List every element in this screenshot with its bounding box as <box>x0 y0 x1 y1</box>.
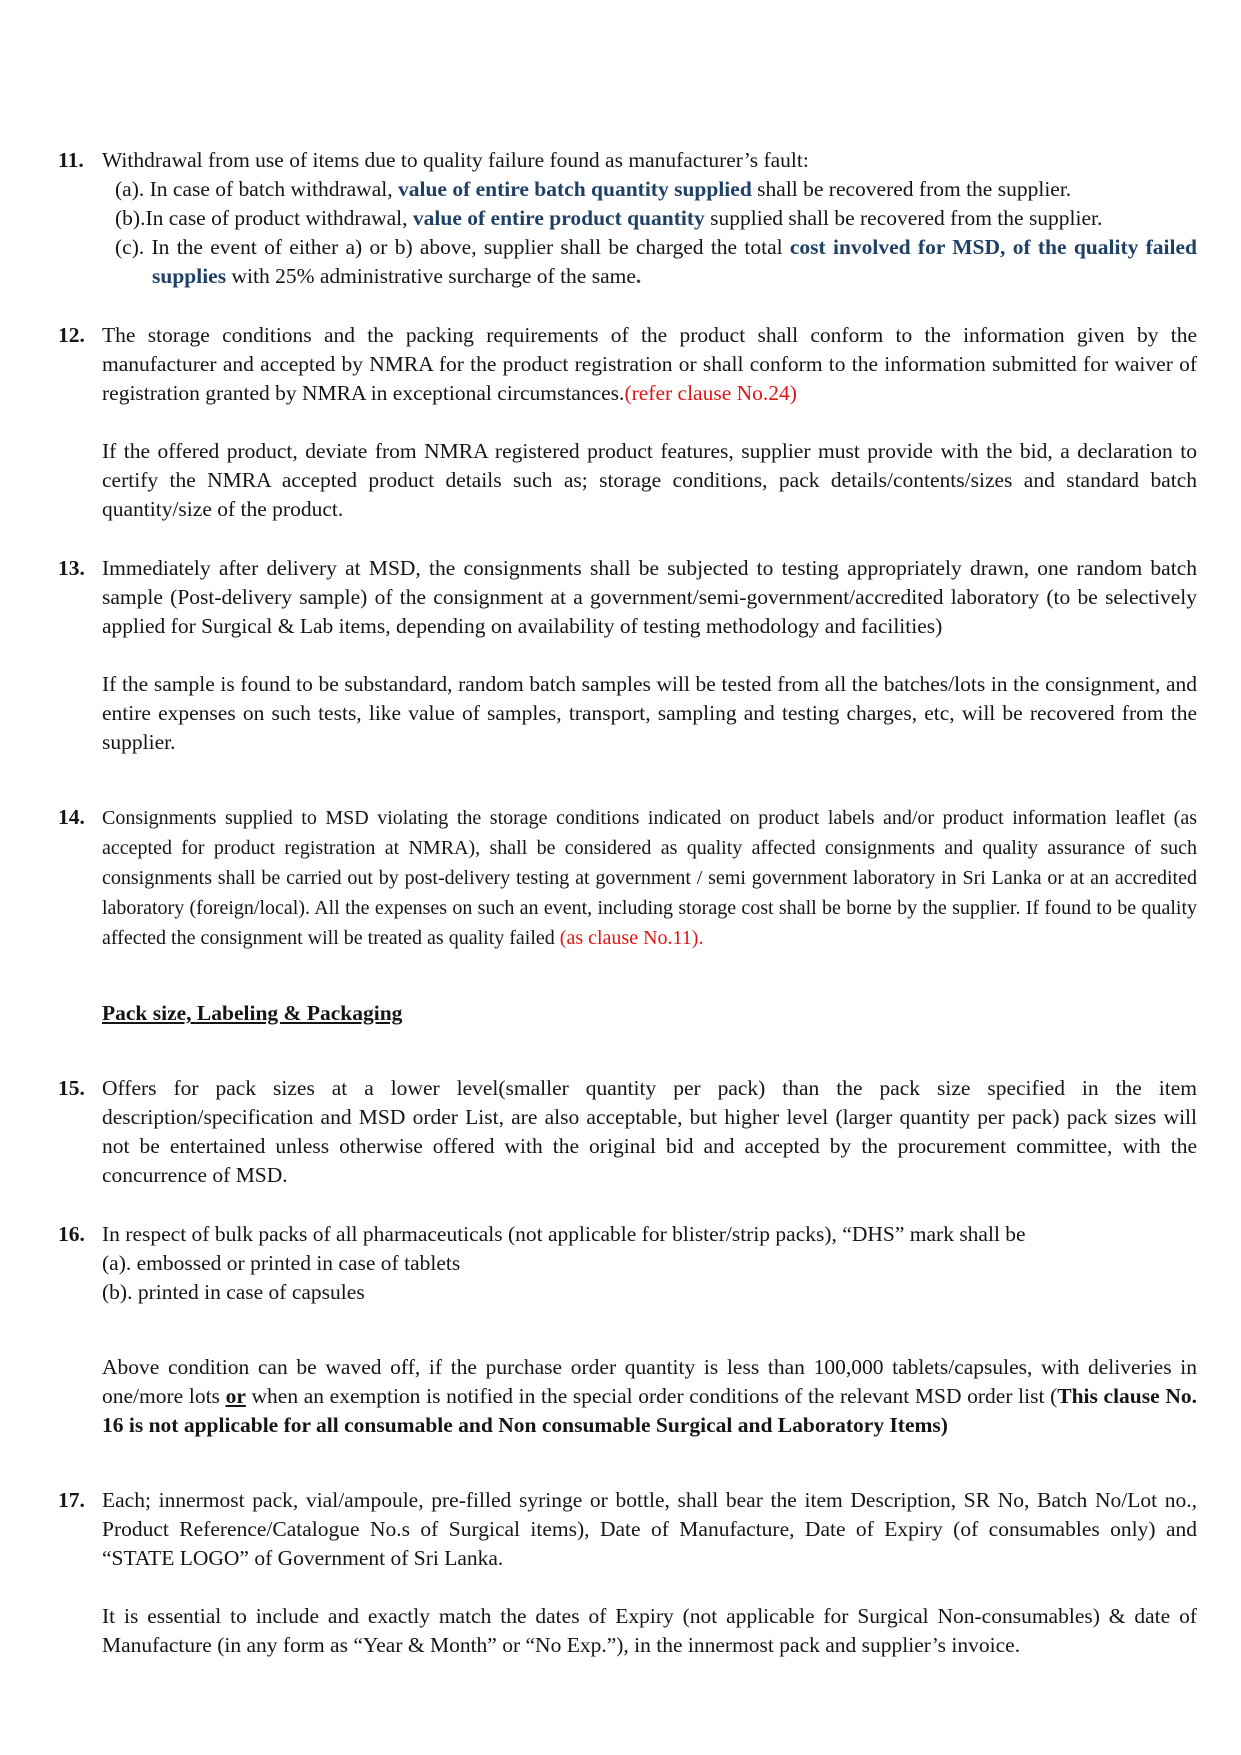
clause-11 <box>58 146 1197 291</box>
clause-11-item-c <box>102 233 1197 291</box>
clause-15-paragraph-1 <box>102 1074 1197 1190</box>
clause-13-p2-text: If the sample is found to be substandard, random batch samples will be tested from all the batches/lots in the consignment, and entire expenses on such tests, like value of samples, transport, sampling and testing charges, etc, will be recovered from the supplier. <box>102 672 1197 754</box>
clause-11c-text: (c). In the event of either a) or b) above, supplier shall be charged the total <box>115 235 790 259</box>
clause-16 <box>58 1220 1197 1440</box>
clause-13-paragraph-2 <box>102 670 1197 757</box>
clause-16-number: 16. <box>58 1222 85 1246</box>
clause-13-p1-text: Immediately after delivery at MSD, the consignments shall be subjected to testing appropriately drawn, one random batch sample (Post-delivery sample) of the consignment at a government/semi-government/accredited laboratory (to be selectively applied for Surgical & Lab items, depending on availability of testing methodology and facilities) <box>102 556 1197 638</box>
clause-12-body <box>102 321 1197 524</box>
clause-16a-text: (a). embossed or printed in case of tablets <box>102 1251 461 1275</box>
clause-16-intro <box>102 1220 1197 1249</box>
clause-12-p2-text: If the offered product, deviate from NMRA registered product features, supplier must provide with the bid, a declaration to certify the NMRA accepted product details such as; storage conditions, pack details/contents/sizes and standard batch quantity/size of the product. <box>102 439 1197 521</box>
clause-16-or-emphasis: or <box>225 1384 246 1408</box>
section-heading-text: Pack size, Labeling & Packaging <box>102 1001 403 1025</box>
clause-11a-emphasis: value of entire batch quantity supplied <box>397 177 752 201</box>
clause-11a-tail: shall be recovered from the supplier. <box>751 177 1072 201</box>
clause-13-paragraph-1 <box>102 554 1197 641</box>
clause-16-item-b <box>102 1278 1197 1307</box>
clause-11-body <box>102 146 1197 291</box>
clause-11c-period: . <box>635 264 642 288</box>
clause-14-p1-text: Consignments supplied to MSD violating the storage conditions indicated on product labels and/or product information leaflet (as accepted for product registration at NMRA), shall be considered as quality affected consignments and quality assurance of such consignments shall be carried out by post-delivery testing at government / semi government laboratory in Sri Lanka or at an accredited laboratory (foreign/local). All the expenses on such an event, including storage cost shall be borne by the supplier. If found to be quality affected the consignment will be treated as quality failed <box>102 807 1197 949</box>
clause-11-number: 11. <box>58 148 84 172</box>
clause-13-body <box>102 554 1197 757</box>
clause-17-number: 17. <box>58 1488 85 1512</box>
clause-12-paragraph-1 <box>102 321 1197 408</box>
clause-11-intro-text: Withdrawal from use of items due to quality failure found as manufacturer’s fault: <box>102 148 809 172</box>
clause-16-intro-text: In respect of bulk packs of all pharmaceuticals (not applicable for blister/strip packs), “DHS” mark shall be <box>102 1222 1026 1246</box>
clause-12-red-reference: (refer clause No.24) <box>624 381 797 405</box>
clause-11-item-a <box>102 175 1197 204</box>
clause-13 <box>58 554 1197 757</box>
clause-14-red-reference: (as clause No.11). <box>559 927 704 949</box>
clause-17-p2-text: It is essential to include and exactly match the dates of Expiry (not applicable for Surgical Non-consumables) & date of Manufacture (in any form as “Year & Month” or “No Exp.”), in the innermost pack and supplier’s invoice. <box>102 1604 1197 1657</box>
clause-17-p1-text: Each; innermost pack, vial/ampoule, pre-filled syringe or bottle, shall bear the item Description, SR No, Batch No/Lot no., Product Reference/Catalogue No.s of Surgical items), Date of Manufacture, Date of Expiry (of consumables only) and “STATE LOGO” of Government of Sri Lanka. <box>102 1488 1197 1570</box>
clause-15-body <box>102 1074 1197 1190</box>
clause-12-paragraph-2 <box>102 437 1197 524</box>
clause-16-body <box>102 1220 1197 1440</box>
clause-11b-emphasis: value of entire product quantity <box>412 206 705 230</box>
clause-16-p2-mid-text: when an exemption is notified in the special order conditions of the relevant MSD order list ( <box>245 1384 1058 1408</box>
clause-11c-tail: with 25% administrative surcharge of the same <box>226 264 636 288</box>
clause-13-number: 13. <box>58 556 85 580</box>
clause-11a-text: (a). In case of batch withdrawal, <box>115 177 398 201</box>
section-heading <box>102 999 1197 1028</box>
clause-11-item-b <box>102 204 1197 233</box>
clause-11b-text: (b).In case of product withdrawal, <box>115 206 413 230</box>
clause-12 <box>58 321 1197 524</box>
clause-17-paragraph-1 <box>102 1486 1197 1573</box>
clause-14-body <box>102 803 1197 953</box>
clause-15-number: 15. <box>58 1076 85 1100</box>
clause-15 <box>58 1074 1197 1190</box>
clause-16b-text: (b). printed in case of capsules <box>102 1280 365 1304</box>
clause-11c-emphasis: cost involved for MSD, of the quality failed supplies <box>152 235 1197 288</box>
clause-14-number: 14. <box>58 805 85 829</box>
clause-14 <box>58 803 1197 953</box>
clause-16-paragraph-2 <box>102 1353 1197 1440</box>
clause-12-number: 12. <box>58 323 85 347</box>
clause-15-p1-text: Offers for pack sizes at a lower level(smaller quantity per pack) than the pack size specified in the item description/specification and MSD order List, are also acceptable, but higher level (larger quantity per pack) pack sizes will not be entertained unless otherwise offered with the original bid and accepted by the procurement committee, with the concurrence of MSD. <box>102 1076 1197 1187</box>
clause-17-paragraph-2 <box>102 1602 1197 1660</box>
clause-14-paragraph-1 <box>102 803 1197 953</box>
clause-16-p2-text: Above condition can be waved off, if the purchase order quantity is less than 100,000 tablets/capsules, with deliveries in one/more lots <box>102 1355 1197 1408</box>
clause-11-intro <box>102 146 1197 175</box>
clause-11b-tail: supplied shall be recovered from the supplier. <box>704 206 1103 230</box>
clause-17 <box>58 1486 1197 1660</box>
clause-16-item-a <box>102 1249 1197 1278</box>
clause-12-p1-text: The storage conditions and the packing requirements of the product shall conform to the information given by the manufacturer and accepted by NMRA for the product registration or shall conform to the information submitted for waiver of registration granted by NMRA in exceptional circumstances. <box>102 323 1197 405</box>
clause-16-bold-note: This clause No. 16 is not applicable for all consumable and Non consumable Surgical and Laboratory Items) <box>102 1384 1197 1437</box>
clause-17-body <box>102 1486 1197 1660</box>
